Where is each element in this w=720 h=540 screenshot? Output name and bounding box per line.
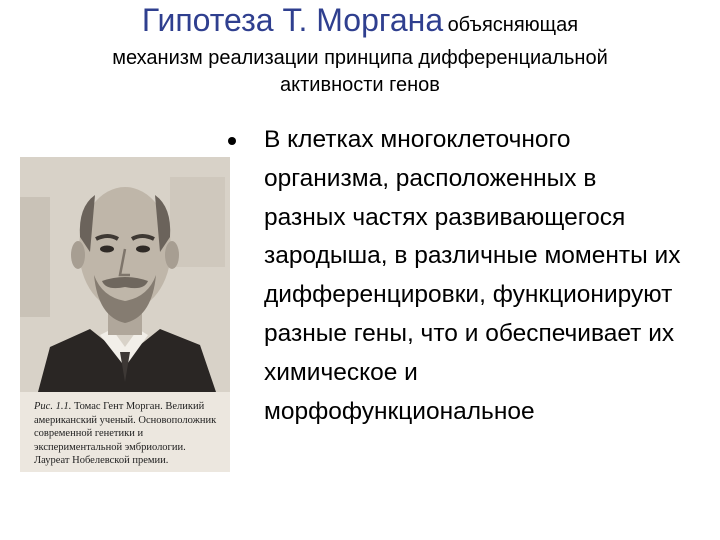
title-main: Гипотеза Т. Моргана	[141, 2, 444, 38]
bullet-marker-icon	[228, 137, 236, 145]
title-subtitle-line3: активности генов	[280, 74, 440, 96]
bullet-text: В клетках многоклеточного организма, расположенных в разных частях развивающегося зародыша, в различные моменты их дифференцировки, функционируют разные гены, что и обеспечивает их химическое и морфофункциональное	[264, 126, 681, 425]
caption-body: Томас Гент Морган. Великий американский ученый. Основоположник современной генетики и экспериментальной эмбриологии. Лауреат Нобелевской премии.	[34, 401, 217, 467]
photo-caption	[34, 400, 220, 468]
caption-lead: Рис. 1.1.	[34, 401, 72, 412]
title-subtitle-line2: механизм реализации принципа дифференциальной	[112, 47, 608, 69]
portrait-photo	[20, 157, 230, 472]
slide-title	[0, 0, 720, 99]
title-subtitle-start: объясняющая	[447, 14, 579, 36]
